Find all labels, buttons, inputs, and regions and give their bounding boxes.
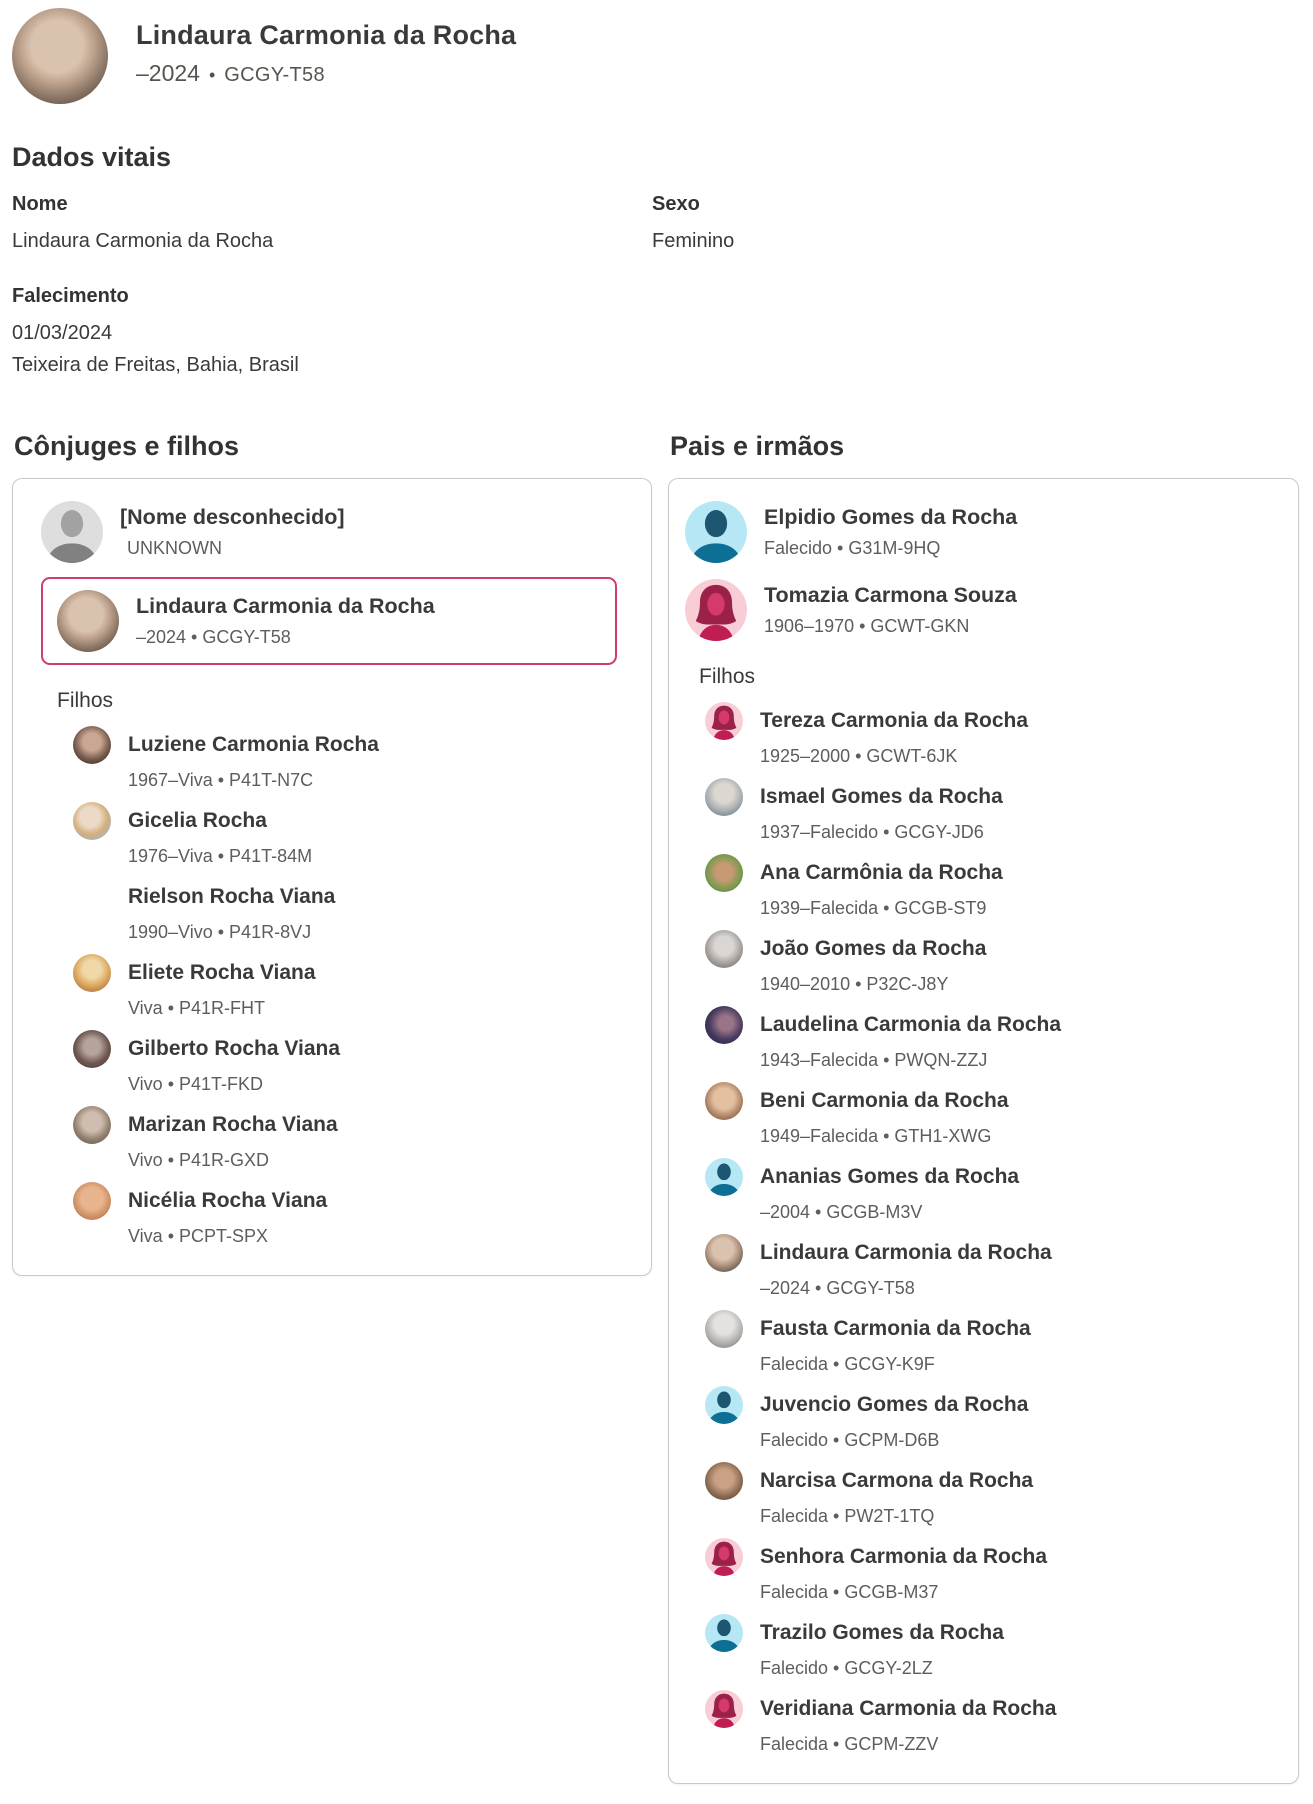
father-row[interactable]: [685, 501, 1282, 563]
spouse-name[interactable]: [Nome desconhecido]: [120, 505, 345, 529]
person-name[interactable]: Luziene Carmonia Rocha: [128, 733, 379, 757]
person-name[interactable]: Marizan Rocha Viana: [128, 1113, 338, 1137]
death-place: Teixeira de Freitas, Bahia, Brasil: [12, 354, 299, 376]
children-label: Filhos: [699, 665, 756, 688]
female-avatar-icon: [705, 702, 743, 740]
person-name[interactable]: Beni Carmonia da Rocha: [760, 1089, 1009, 1113]
sibling-row[interactable]: [705, 1386, 1282, 1451]
person-photo-avatar: [73, 802, 111, 840]
male-avatar-icon: [685, 501, 747, 563]
person-detail: Falecida • GCPM-ZZV: [760, 1734, 939, 1754]
person-name[interactable]: Tereza Carmonia da Rocha: [760, 709, 1029, 733]
sibling-row[interactable]: [705, 1614, 1282, 1679]
person-photo-avatar: [705, 930, 743, 968]
parents-siblings-heading: Pais e irmãos: [670, 431, 845, 461]
mother-detail: 1906–1970 • GCWT-GKN: [764, 616, 970, 636]
person-name[interactable]: Ismael Gomes da Rocha: [760, 785, 1003, 809]
sibling-row[interactable]: [705, 1462, 1282, 1527]
spouse-detail: UNKNOWN: [127, 538, 222, 558]
person-photo-avatar: [57, 590, 119, 652]
sibling-row[interactable]: [705, 778, 1282, 843]
person-name[interactable]: Nicélia Rocha Viana: [128, 1189, 328, 1213]
person-name[interactable]: Fausta Carmonia da Rocha: [760, 1317, 1031, 1341]
person-detail: 1939–Falecida • GCGB-ST9: [760, 898, 987, 918]
male-avatar-icon: [705, 1386, 743, 1424]
person-photo-avatar: [73, 1106, 111, 1144]
person-detail: 1967–Viva • P41T-N7C: [128, 770, 314, 790]
person-name[interactable]: Gilberto Rocha Viana: [128, 1037, 340, 1061]
child-row[interactable]: [73, 802, 635, 867]
person-name[interactable]: Laudelina Carmonia da Rocha: [760, 1013, 1062, 1037]
person-name[interactable]: Narcisa Carmona da Rocha: [760, 1469, 1034, 1493]
person-detail: 1940–2010 • P32C-J8Y: [760, 974, 949, 994]
sibling-row[interactable]: [705, 930, 1282, 995]
person-detail: Falecida • PW2T-1TQ: [760, 1506, 935, 1526]
sibling-row[interactable]: [705, 1158, 1282, 1223]
page-title: Lindaura Carmonia da Rocha: [136, 20, 517, 50]
person-detail: 1943–Falecida • PWQN-ZZJ: [760, 1050, 988, 1070]
person-name[interactable]: Ana Carmônia da Rocha: [760, 861, 1003, 885]
death-field: [12, 285, 652, 381]
vitals-heading: Dados vitais: [12, 142, 172, 172]
sibling-row[interactable]: [705, 1082, 1282, 1147]
profile-header: [12, 8, 1299, 104]
person-photo-avatar: [73, 1182, 111, 1220]
person-name[interactable]: João Gomes da Rocha: [760, 937, 987, 961]
person-photo-avatar: [73, 1030, 111, 1068]
mother-row[interactable]: [685, 579, 1282, 641]
person-detail: 1937–Falecido • GCGY-JD6: [760, 822, 984, 842]
selected-person-name[interactable]: Lindaura Carmonia da Rocha: [136, 594, 435, 618]
female-avatar-icon: [705, 1690, 743, 1728]
child-row[interactable]: [73, 1182, 635, 1247]
sibling-row[interactable]: [705, 1234, 1282, 1299]
spouses-children-column: [12, 431, 652, 1784]
spouses-children-card: [12, 478, 652, 1276]
person-photo-avatar: [705, 854, 743, 892]
sibling-row[interactable]: [705, 1006, 1282, 1071]
person-detail: –2004 • GCGB-M3V: [760, 1202, 923, 1222]
vital-data-section: [12, 142, 1299, 381]
person-id: GCGY-T58: [224, 64, 325, 86]
spouse-row[interactable]: [41, 501, 635, 563]
person-detail: 1925–2000 • GCWT-6JK: [760, 746, 958, 766]
siblings-list: [705, 702, 1282, 1755]
vitals-grid: [12, 193, 1299, 381]
person-photo-avatar: [705, 1462, 743, 1500]
selected-person-detail: –2024 • GCGY-T58: [136, 627, 291, 647]
person-detail: Falecido • GCPM-D6B: [760, 1430, 940, 1450]
sex-value: Feminino: [652, 230, 735, 252]
child-row[interactable]: [73, 726, 635, 791]
bullet-separator: •: [208, 65, 216, 85]
person-detail: 1990–Vivo • P41R-8VJ: [128, 922, 312, 942]
profile-lifespan-id: [136, 60, 516, 87]
person-photo-avatar: [705, 1234, 743, 1272]
sibling-row[interactable]: [705, 702, 1282, 767]
parents-siblings-card: [668, 478, 1299, 1784]
person-detail: Vivo • P41R-GXD: [128, 1150, 270, 1170]
person-name[interactable]: Lindaura Carmonia da Rocha: [760, 1241, 1052, 1265]
female-avatar-icon: [705, 1538, 743, 1576]
sibling-row[interactable]: [705, 1310, 1282, 1375]
person-detail: Viva • PCPT-SPX: [128, 1226, 269, 1246]
sibling-row[interactable]: [705, 854, 1282, 919]
person-detail: Falecida • GCGY-K9F: [760, 1354, 935, 1374]
person-name[interactable]: Gicelia Rocha: [128, 809, 267, 833]
father-name[interactable]: Elpidio Gomes da Rocha: [764, 505, 1018, 529]
father-detail: Falecido • G31M-9HQ: [764, 538, 941, 558]
selected-person-card[interactable]: [41, 577, 617, 665]
profile-header-text: [136, 8, 516, 87]
person-photo-avatar: [705, 1006, 743, 1044]
person-detail: Viva • P41R-FHT: [128, 998, 266, 1018]
profile-photo[interactable]: [12, 8, 108, 104]
female-avatar-icon: [685, 579, 747, 641]
sex-label: Sexo: [652, 193, 700, 215]
sibling-row[interactable]: [705, 1690, 1282, 1755]
parents-siblings-column: [668, 431, 1299, 1784]
child-row[interactable]: [73, 878, 635, 943]
person-photo-avatar: [705, 1082, 743, 1120]
person-photo-avatar: [73, 954, 111, 992]
person-name[interactable]: Rielson Rocha Viana: [128, 885, 336, 909]
person-detail: 1949–Falecida • GTH1-XWG: [760, 1126, 992, 1146]
children-label: Filhos: [57, 689, 114, 712]
person-name[interactable]: Veridiana Carmonia da Rocha: [760, 1697, 1057, 1721]
family-members-section: [12, 431, 1299, 1784]
person-detail: Falecido • GCGY-2LZ: [760, 1658, 933, 1678]
person-detail: –2024 • GCGY-T58: [760, 1278, 915, 1298]
person-photo-avatar: [705, 1310, 743, 1348]
sibling-row[interactable]: [705, 1538, 1282, 1603]
child-row[interactable]: [73, 1106, 635, 1171]
person-detail: 1976–Viva • P41T-84M: [128, 846, 313, 866]
person-detail: Vivo • P41T-FKD: [128, 1074, 264, 1094]
child-row[interactable]: [73, 1030, 635, 1095]
child-row[interactable]: [73, 954, 635, 1019]
person-detail: Falecida • GCGB-M37: [760, 1582, 939, 1602]
person-photo-avatar: [73, 726, 111, 764]
death-date: 01/03/2024: [12, 322, 113, 344]
unknown-avatar-icon: [41, 501, 103, 563]
sex-field: [652, 193, 1299, 257]
male-avatar-icon: [705, 1158, 743, 1196]
person-name[interactable]: Trazilo Gomes da Rocha: [760, 1621, 1004, 1645]
person-name[interactable]: Eliete Rocha Viana: [128, 961, 316, 985]
male-avatar-icon: [705, 1614, 743, 1652]
person-name[interactable]: Juvencio Gomes da Rocha: [760, 1393, 1029, 1417]
lifespan: –2024: [136, 60, 200, 86]
person-name[interactable]: Senhora Carmonia da Rocha: [760, 1545, 1048, 1569]
person-name[interactable]: Ananias Gomes da Rocha: [760, 1165, 1020, 1189]
death-label: Falecimento: [12, 285, 129, 307]
person-photo-avatar: [705, 778, 743, 816]
spouses-children-heading: Cônjuges e filhos: [14, 431, 240, 461]
name-value: Lindaura Carmonia da Rocha: [12, 230, 274, 252]
person-photo-avatar: [73, 878, 111, 916]
name-field: [12, 193, 652, 257]
children-list: [73, 726, 635, 1247]
name-label: Nome: [12, 193, 68, 215]
mother-name[interactable]: Tomazia Carmona Souza: [764, 583, 1017, 607]
